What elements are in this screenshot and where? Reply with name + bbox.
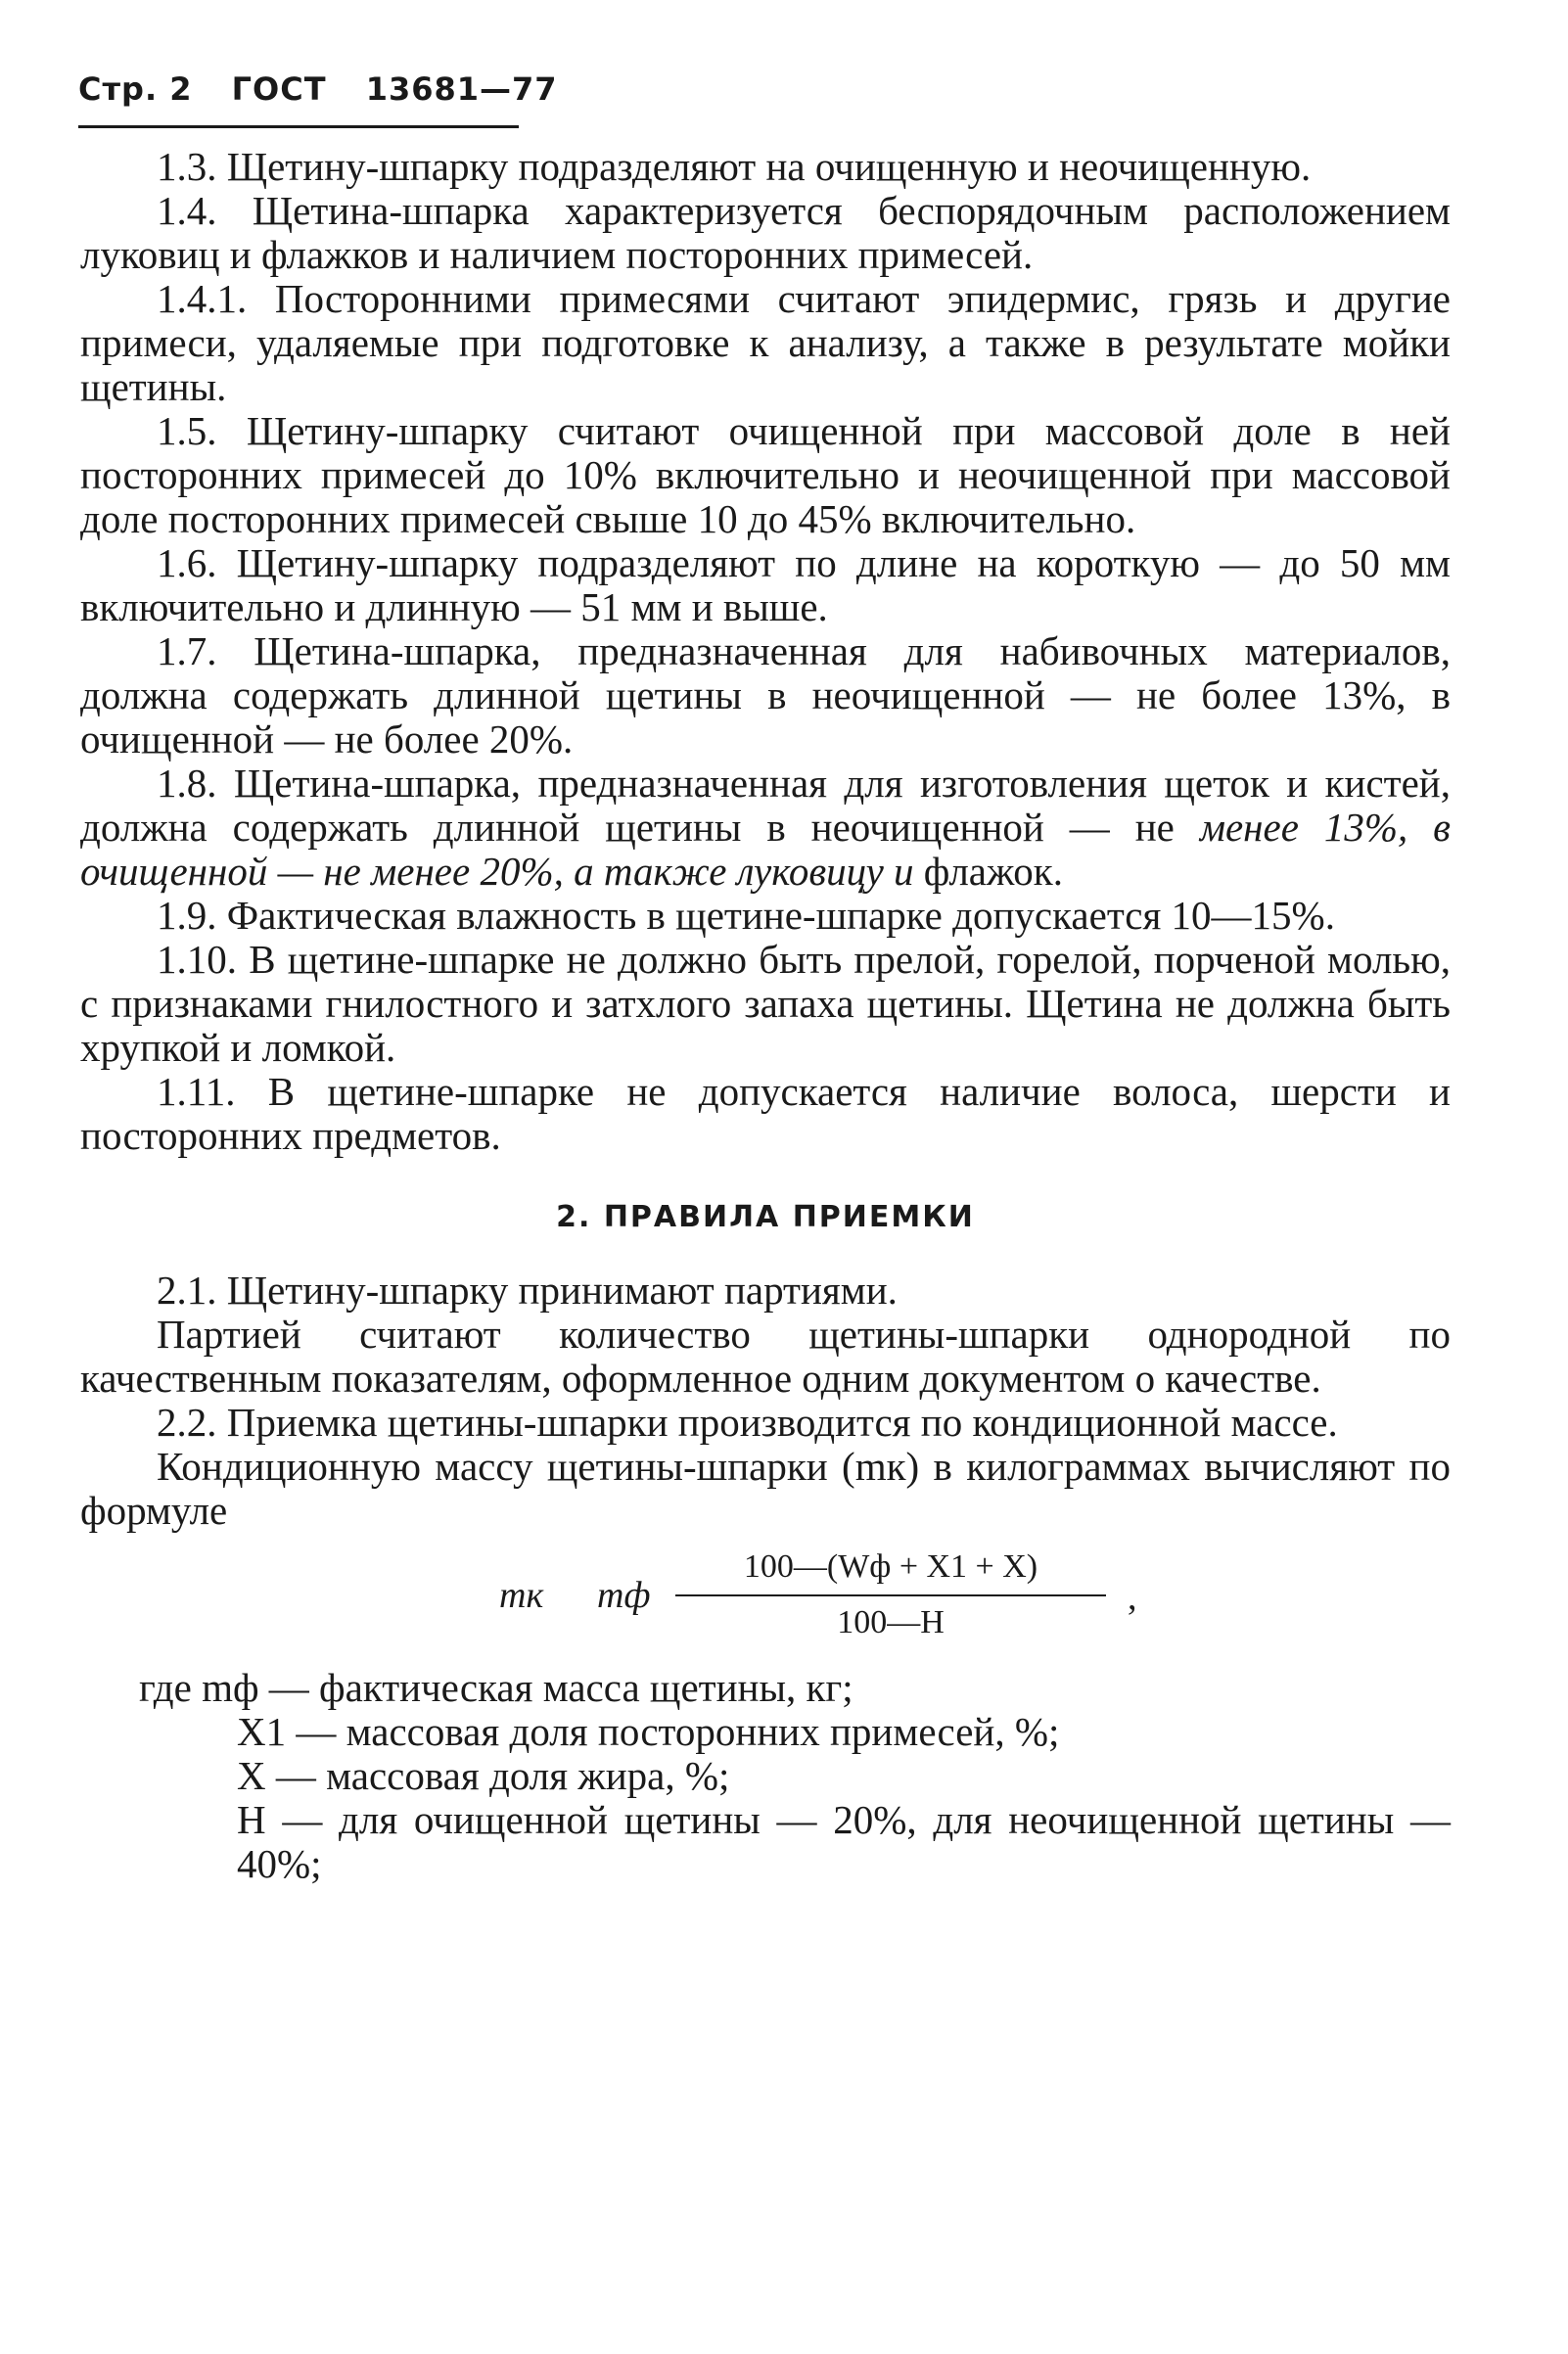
standard-label: ГОСТ xyxy=(231,70,327,108)
formula-denominator: 100—H xyxy=(837,1604,945,1640)
paragraph-1-8-normal: 1.8. Щетина-шпарка, предназначенная для изготовления щеток и кистей, должна содержать длинной щетины в неочищенной — не xyxy=(80,761,1451,850)
document-body xyxy=(80,145,1451,1886)
paragraph-1-9: 1.9. Фактическая влажность в щетине-шпарке допускается 10—15%. xyxy=(157,893,1335,938)
standard-number: 13681—77 xyxy=(365,70,558,108)
formula-fraction xyxy=(675,1545,1106,1644)
definition-x: X — массовая доля жира, %; xyxy=(237,1753,730,1798)
paragraph-1-4: 1.4. Щетина-шпарка характеризуется беспорядочным расположением луковиц и флажков и наличием посторонних примесей. xyxy=(80,188,1451,277)
paragraph-1-8-tail: флажок. xyxy=(913,849,1063,894)
formula xyxy=(80,1545,1451,1652)
paragraph-1-6: 1.6. Щетину-шпарку подразделяют по длине на короткую — до 50 мм включительно и длинную — 51 мм и выше. xyxy=(80,540,1451,629)
paragraph-1-7: 1.7. Щетина-шпарка, предназначенная для набивочных материалов, должна содержать длинной щетины в неочищенной — не более 13%, в очищенной — не более 20%. xyxy=(80,628,1451,762)
section-title: 2. ПРАВИЛА ПРИЕМКИ xyxy=(556,1200,975,1234)
paragraph-1-4-1: 1.4.1. Посторонними примесями считают эпидермис, грязь и другие примеси, удаляемые при подготовке к анализу, а также в результате мойки щетины. xyxy=(80,276,1451,409)
definition-x1: X1 — массовая доля посторонних примесей, %; xyxy=(237,1709,1060,1754)
page-header xyxy=(78,70,585,108)
paragraph-2-1: 2.1. Щетину-шпарку принимают партиями. xyxy=(157,1268,898,1313)
paragraph-1-10: 1.10. В щетине-шпарке не должно быть прелой, горелой, порченой молью, с признаками гнилостного и затхлого запаха щетины. Щетина не должна быть хрупкой и ломкой. xyxy=(80,937,1451,1070)
paragraph-1-8-italic: менее 13%, в очищенной — не менее 20%, а также луковицу и xyxy=(80,805,1451,894)
formula-lhs: mк xyxy=(499,1575,544,1616)
header-rule xyxy=(78,125,519,128)
page-number: Стр. 2 xyxy=(78,70,193,108)
paragraph-formula-intro: Кондиционную массу щетины-шпарки (mк) в килограммах вычисляют по формуле xyxy=(80,1444,1451,1533)
definition-h: H — для очищенной щетины — 20%, для неочищенной щетины — 40%; xyxy=(237,1797,1451,1886)
definitions-intro: где xyxy=(139,1665,192,1710)
definitions xyxy=(80,1666,1451,1886)
formula-numerator: 100—(Wф + X1 + X) xyxy=(675,1545,1106,1596)
definition-mf: mф — фактическая масса щетины, кг; xyxy=(202,1665,853,1710)
definition-row xyxy=(80,1666,1451,1710)
paragraph-1-11: 1.11. В щетине-шпарке не допускается наличие волоса, шерсти и посторонних предметов. xyxy=(80,1069,1451,1158)
formula-mass: mф xyxy=(597,1575,651,1616)
paragraph-2-2: 2.2. Приемка щетины-шпарки производится по кондиционной массе. xyxy=(157,1400,1338,1445)
paragraph-1-5: 1.5. Щетину-шпарку считают очищенной при массовой доле в ней посторонних примесей до 10% включительно и неочищенной при массовой доле посторонних примесей свыше 10 до 45% включительно. xyxy=(80,408,1451,541)
paragraph-1-3: 1.3. Щетину-шпарку подразделяют на очищенную и неочищенную. xyxy=(157,144,1312,189)
paragraph-batch: Партией считают количество щетины-шпарки однородной по качественным показателям, оформленное одним документом о качестве. xyxy=(80,1312,1451,1401)
paragraph-1-8 xyxy=(80,762,1451,894)
formula-comma: , xyxy=(1128,1577,1137,1618)
